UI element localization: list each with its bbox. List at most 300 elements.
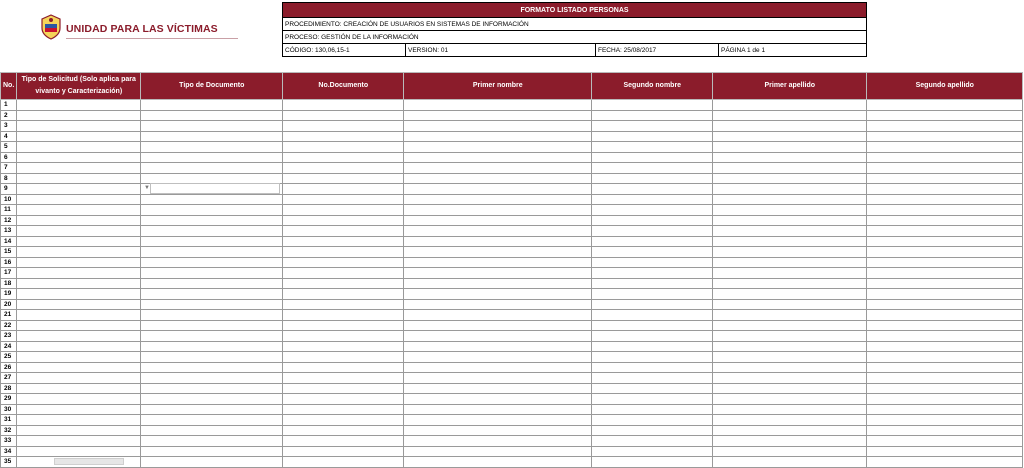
grid-cell[interactable] <box>141 194 283 205</box>
grid-cell[interactable] <box>713 373 867 384</box>
table-row <box>1 383 1023 394</box>
grid-cell[interactable] <box>283 320 404 331</box>
grid-cell[interactable] <box>17 373 141 384</box>
grid-cell[interactable] <box>713 194 867 205</box>
grid-cell[interactable] <box>713 173 867 184</box>
grid-cell[interactable] <box>713 268 867 279</box>
document-header <box>282 2 867 57</box>
grid-cell[interactable] <box>867 184 1023 195</box>
grid-cell[interactable] <box>17 184 141 195</box>
grid-cell[interactable] <box>404 152 592 163</box>
table-row <box>1 121 1023 132</box>
grid-cell[interactable] <box>713 100 867 111</box>
grid-cell[interactable] <box>17 362 141 373</box>
grid-cell[interactable] <box>867 142 1023 153</box>
grid-cell[interactable] <box>141 383 283 394</box>
grid-cell[interactable] <box>713 131 867 142</box>
table-row <box>1 341 1023 352</box>
grid-cell[interactable] <box>713 215 867 226</box>
grid-cell[interactable] <box>592 121 713 132</box>
row-number: 33 <box>1 436 17 447</box>
grid-cell[interactable] <box>592 205 713 216</box>
grid-cell[interactable] <box>141 163 283 174</box>
grid-cell[interactable] <box>283 194 404 205</box>
grid-cell[interactable] <box>141 152 283 163</box>
grid-cell[interactable] <box>404 226 592 237</box>
row-number: 18 <box>1 278 17 289</box>
grid-cell[interactable] <box>867 373 1023 384</box>
grid-cell[interactable] <box>592 457 713 468</box>
grid-cell[interactable] <box>17 268 141 279</box>
grid-cell[interactable] <box>592 184 713 195</box>
grid-cell[interactable] <box>592 373 713 384</box>
grid-cell[interactable] <box>404 415 592 426</box>
grid-cell[interactable] <box>141 394 283 405</box>
grid-cell[interactable] <box>404 268 592 279</box>
grid-cell[interactable] <box>713 404 867 415</box>
grid-cell[interactable] <box>867 247 1023 258</box>
table-row <box>1 373 1023 384</box>
grid-cell[interactable] <box>867 446 1023 457</box>
grid-cell[interactable] <box>713 121 867 132</box>
grid-cell[interactable] <box>17 383 141 394</box>
grid-cell[interactable] <box>404 142 592 153</box>
grid-cell[interactable] <box>283 184 404 195</box>
table-row <box>1 425 1023 436</box>
grid-cell[interactable] <box>283 341 404 352</box>
persons-grid <box>0 72 1023 468</box>
grid-cell[interactable] <box>592 310 713 321</box>
grid-cell[interactable] <box>867 299 1023 310</box>
grid-cell[interactable] <box>867 100 1023 111</box>
row-number: 31 <box>1 415 17 426</box>
grid-cell[interactable] <box>404 341 592 352</box>
grid-cell[interactable] <box>867 341 1023 352</box>
grid-cell[interactable] <box>713 425 867 436</box>
grid-cell[interactable] <box>17 100 141 111</box>
dropdown-arrow-icon[interactable]: ▼ <box>144 185 150 191</box>
grid-cell[interactable] <box>713 205 867 216</box>
grid-cell[interactable] <box>141 373 283 384</box>
grid-cell[interactable] <box>404 362 592 373</box>
grid-cell[interactable] <box>867 278 1023 289</box>
col-header-document-type[interactable]: Tipo de Documento <box>141 73 283 100</box>
grid-cell[interactable] <box>141 425 283 436</box>
grid-cell[interactable] <box>283 173 404 184</box>
grid-cell[interactable] <box>867 236 1023 247</box>
grid-cell[interactable] <box>592 268 713 279</box>
grid-cell[interactable] <box>17 352 141 363</box>
grid-cell[interactable] <box>283 268 404 279</box>
grid-cell[interactable] <box>404 215 592 226</box>
grid-cell[interactable] <box>592 100 713 111</box>
grid-cell[interactable] <box>141 457 283 468</box>
table-row <box>1 394 1023 405</box>
grid-cell[interactable] <box>404 257 592 268</box>
grid-cell[interactable] <box>867 268 1023 279</box>
grid-cell[interactable] <box>283 215 404 226</box>
grid-cell[interactable] <box>867 173 1023 184</box>
grid-cell[interactable] <box>17 278 141 289</box>
grid-cell[interactable] <box>867 436 1023 447</box>
grid-cell[interactable] <box>404 320 592 331</box>
grid-cell[interactable] <box>141 110 283 121</box>
grid-cell[interactable] <box>283 446 404 457</box>
row-number: 32 <box>1 425 17 436</box>
grid-cell[interactable] <box>17 194 141 205</box>
grid-cell[interactable] <box>713 236 867 247</box>
table-row <box>1 436 1023 447</box>
row-number: 10 <box>1 194 17 205</box>
grid-cell[interactable] <box>283 205 404 216</box>
row-number: 29 <box>1 394 17 405</box>
grid-cell[interactable] <box>867 152 1023 163</box>
table-row <box>1 131 1023 142</box>
grid-cell[interactable] <box>713 415 867 426</box>
grid-cell[interactable] <box>713 457 867 468</box>
grid-cell[interactable] <box>141 236 283 247</box>
grid-cell[interactable] <box>592 226 713 237</box>
grid-cell[interactable] <box>713 110 867 121</box>
grid-cell[interactable] <box>867 320 1023 331</box>
sheet-tab[interactable] <box>54 458 124 465</box>
grid-cell[interactable] <box>17 236 141 247</box>
grid-cell[interactable] <box>404 383 592 394</box>
col-header-first-surname[interactable]: Primer apellido <box>713 73 867 100</box>
grid-cell[interactable] <box>404 100 592 111</box>
grid-cell[interactable] <box>283 163 404 174</box>
col-header-document-number[interactable]: No.Documento <box>283 73 404 100</box>
grid-cell[interactable] <box>867 383 1023 394</box>
grid-cell[interactable] <box>592 152 713 163</box>
grid-cell[interactable] <box>141 100 283 111</box>
grid-cell[interactable] <box>17 173 141 184</box>
grid-cell[interactable] <box>141 205 283 216</box>
grid-cell[interactable] <box>141 415 283 426</box>
row-number: 5 <box>1 142 17 153</box>
grid-cell[interactable] <box>141 289 283 300</box>
grid-cell[interactable] <box>713 320 867 331</box>
grid-cell[interactable] <box>592 383 713 394</box>
grid-cell[interactable] <box>713 436 867 447</box>
grid-cell[interactable] <box>283 100 404 111</box>
grid-cell[interactable] <box>592 194 713 205</box>
code-label: CÓDIGO: 130,06,15-1 <box>283 44 406 57</box>
grid-cell[interactable] <box>592 289 713 300</box>
row-number: 13 <box>1 226 17 237</box>
grid-cell[interactable] <box>17 310 141 321</box>
grid-cell[interactable] <box>404 163 592 174</box>
grid-cell[interactable] <box>713 184 867 195</box>
grid-cell[interactable] <box>592 142 713 153</box>
grid-cell[interactable] <box>283 257 404 268</box>
grid-cell[interactable] <box>17 415 141 426</box>
grid-cell[interactable] <box>592 394 713 405</box>
row-number: 21 <box>1 310 17 321</box>
grid-cell[interactable] <box>867 163 1023 174</box>
grid-cell[interactable] <box>867 415 1023 426</box>
row-number: 24 <box>1 341 17 352</box>
grid-cell[interactable] <box>283 362 404 373</box>
grid-cell[interactable] <box>404 446 592 457</box>
grid-cell[interactable] <box>867 352 1023 363</box>
row-number: 11 <box>1 205 17 216</box>
grid-cell[interactable] <box>404 278 592 289</box>
grid-cell[interactable] <box>404 394 592 405</box>
grid-cell[interactable] <box>141 352 283 363</box>
row-number: 2 <box>1 110 17 121</box>
grid-cell[interactable] <box>592 131 713 142</box>
grid-cell[interactable] <box>17 163 141 174</box>
grid-cell[interactable] <box>283 352 404 363</box>
grid-cell[interactable] <box>141 215 283 226</box>
grid-cell[interactable] <box>141 247 283 258</box>
grid-cell[interactable] <box>713 331 867 342</box>
grid-cell[interactable] <box>283 299 404 310</box>
grid-cell[interactable] <box>592 236 713 247</box>
grid-cell[interactable] <box>141 268 283 279</box>
row-number: 35 <box>1 457 17 468</box>
grid-cell[interactable] <box>713 142 867 153</box>
grid-cell[interactable] <box>283 278 404 289</box>
grid-cell[interactable] <box>283 131 404 142</box>
row-number: 16 <box>1 257 17 268</box>
grid-cell[interactable] <box>283 394 404 405</box>
grid-cell[interactable] <box>283 247 404 258</box>
grid-cell[interactable] <box>592 247 713 258</box>
grid-cell[interactable] <box>283 236 404 247</box>
grid-cell[interactable] <box>713 278 867 289</box>
grid-cell[interactable] <box>592 163 713 174</box>
grid-cell[interactable] <box>713 446 867 457</box>
grid-cell[interactable] <box>713 257 867 268</box>
grid-cell[interactable] <box>141 446 283 457</box>
grid-cell[interactable] <box>592 415 713 426</box>
grid-cell[interactable] <box>404 205 592 216</box>
grid-cell[interactable] <box>283 142 404 153</box>
grid-cell[interactable] <box>17 110 141 121</box>
grid-cell[interactable] <box>713 310 867 321</box>
grid-cell[interactable] <box>404 247 592 258</box>
grid-cell[interactable] <box>592 341 713 352</box>
grid-cell[interactable] <box>592 436 713 447</box>
grid-cell[interactable] <box>283 331 404 342</box>
grid-cell[interactable] <box>867 131 1023 142</box>
table-row <box>1 352 1023 363</box>
table-row <box>1 205 1023 216</box>
colombia-seal-icon <box>40 14 62 40</box>
table-row <box>1 142 1023 153</box>
grid-cell[interactable] <box>592 299 713 310</box>
grid-cell[interactable] <box>17 257 141 268</box>
grid-cell[interactable] <box>404 173 592 184</box>
row-number: 34 <box>1 446 17 457</box>
grid-cell[interactable] <box>283 425 404 436</box>
version-label: VERSION: 01 <box>406 44 596 57</box>
grid-cell[interactable] <box>17 394 141 405</box>
col-header-second-surname[interactable]: Segundo apellido <box>867 73 1023 100</box>
grid-cell[interactable] <box>867 457 1023 468</box>
row-number: 23 <box>1 331 17 342</box>
table-row <box>1 163 1023 174</box>
grid-cell[interactable] <box>404 236 592 247</box>
grid-cell[interactable] <box>592 404 713 415</box>
grid-cell[interactable] <box>867 394 1023 405</box>
grid-cell[interactable] <box>141 173 283 184</box>
col-header-first-name[interactable]: Primer nombre <box>404 73 592 100</box>
table-row <box>1 173 1023 184</box>
grid-cell[interactable] <box>141 320 283 331</box>
grid-cell[interactable] <box>404 352 592 363</box>
grid-cell[interactable] <box>283 152 404 163</box>
grid-cell[interactable] <box>141 121 283 132</box>
grid-cell[interactable] <box>713 289 867 300</box>
grid-cell[interactable] <box>713 247 867 258</box>
row-number: 15 <box>1 247 17 258</box>
logo-text: UNIDAD PARA LAS VÍCTIMAS <box>66 23 218 35</box>
grid-cell[interactable] <box>17 247 141 258</box>
grid-cell[interactable] <box>404 289 592 300</box>
grid-cell[interactable] <box>592 110 713 121</box>
grid-cell[interactable] <box>867 110 1023 121</box>
grid-cell[interactable] <box>283 289 404 300</box>
grid-cell[interactable] <box>592 215 713 226</box>
grid-cell[interactable] <box>592 446 713 457</box>
col-header-second-name[interactable]: Segundo nombre <box>592 73 713 100</box>
grid-cell[interactable] <box>592 173 713 184</box>
process-label: PROCESO: GESTIÓN DE LA INFORMACIÓN <box>283 31 867 44</box>
grid-cell[interactable] <box>404 194 592 205</box>
grid-cell[interactable] <box>404 457 592 468</box>
col-header-request-type[interactable]: Tipo de Solicitud (Solo aplica para vivanto y Caracterización) <box>17 73 141 100</box>
grid-cell[interactable] <box>592 257 713 268</box>
grid-cell[interactable] <box>141 404 283 415</box>
row-number: 8 <box>1 173 17 184</box>
grid-cell[interactable] <box>141 131 283 142</box>
grid-cell[interactable] <box>17 331 141 342</box>
grid-cell[interactable] <box>592 352 713 363</box>
row-number: 1 <box>1 100 17 111</box>
grid-cell[interactable] <box>141 362 283 373</box>
grid-header-row <box>1 73 1023 100</box>
grid-cell[interactable] <box>404 425 592 436</box>
grid-cell[interactable] <box>404 131 592 142</box>
grid-cell[interactable] <box>283 373 404 384</box>
grid-cell[interactable] <box>867 425 1023 436</box>
grid-cell[interactable] <box>283 415 404 426</box>
grid-cell[interactable] <box>283 457 404 468</box>
grid-cell[interactable] <box>592 362 713 373</box>
grid-cell[interactable] <box>17 142 141 153</box>
grid-cell[interactable] <box>17 131 141 142</box>
grid-cell[interactable] <box>713 152 867 163</box>
grid-cell[interactable] <box>867 289 1023 300</box>
grid-cell[interactable] <box>713 299 867 310</box>
grid-cell[interactable] <box>17 215 141 226</box>
grid-cell[interactable] <box>283 121 404 132</box>
grid-cell[interactable] <box>17 299 141 310</box>
grid-cell[interactable] <box>867 257 1023 268</box>
table-row <box>1 100 1023 111</box>
grid-cell[interactable] <box>867 310 1023 321</box>
grid-cell[interactable] <box>404 184 592 195</box>
grid-cell[interactable] <box>867 362 1023 373</box>
grid-cell[interactable] <box>867 404 1023 415</box>
grid-cell[interactable] <box>17 152 141 163</box>
grid-cell[interactable] <box>867 205 1023 216</box>
col-header-no[interactable]: No. <box>1 73 17 100</box>
grid-cell[interactable] <box>713 362 867 373</box>
grid-cell[interactable] <box>713 383 867 394</box>
grid-cell[interactable] <box>283 383 404 394</box>
row-number: 20 <box>1 299 17 310</box>
grid-cell[interactable] <box>283 436 404 447</box>
grid-cell[interactable] <box>141 142 283 153</box>
grid-cell[interactable] <box>592 320 713 331</box>
grid-cell[interactable] <box>141 436 283 447</box>
grid-cell[interactable] <box>404 121 592 132</box>
form-title: FORMATO LISTADO PERSONAS <box>283 3 867 18</box>
grid-cell[interactable] <box>17 205 141 216</box>
grid-cell[interactable] <box>713 394 867 405</box>
grid-cell[interactable] <box>17 425 141 436</box>
grid-cell[interactable] <box>283 226 404 237</box>
grid-cell[interactable] <box>404 110 592 121</box>
grid-cell[interactable] <box>867 194 1023 205</box>
grid-cell[interactable] <box>141 341 283 352</box>
grid-cell[interactable] <box>867 226 1023 237</box>
grid-cell[interactable] <box>17 289 141 300</box>
grid-cell[interactable] <box>713 341 867 352</box>
grid-cell[interactable] <box>404 331 592 342</box>
grid-cell[interactable] <box>867 331 1023 342</box>
grid-cell[interactable] <box>404 436 592 447</box>
row-number: 6 <box>1 152 17 163</box>
grid-cell[interactable] <box>404 404 592 415</box>
grid-cell[interactable] <box>17 320 141 331</box>
grid-cell[interactable] <box>592 331 713 342</box>
grid-cell[interactable] <box>141 310 283 321</box>
grid-cell[interactable] <box>17 446 141 457</box>
grid-cell[interactable] <box>141 226 283 237</box>
grid-cell[interactable] <box>592 425 713 436</box>
grid-cell[interactable] <box>404 373 592 384</box>
grid-cell[interactable] <box>17 121 141 132</box>
grid-cell[interactable] <box>867 215 1023 226</box>
grid-cell[interactable] <box>713 226 867 237</box>
grid-cell[interactable] <box>713 163 867 174</box>
grid-cell[interactable] <box>404 310 592 321</box>
grid-cell[interactable] <box>283 310 404 321</box>
grid-cell[interactable] <box>141 278 283 289</box>
grid-cell[interactable] <box>141 331 283 342</box>
grid-cell[interactable] <box>283 110 404 121</box>
grid-cell[interactable] <box>17 341 141 352</box>
grid-cell[interactable] <box>867 121 1023 132</box>
document-type-dropdown[interactable] <box>150 183 280 194</box>
grid-cell[interactable] <box>592 278 713 289</box>
grid-cell[interactable] <box>17 436 141 447</box>
table-row <box>1 215 1023 226</box>
grid-cell[interactable] <box>141 257 283 268</box>
grid-cell[interactable] <box>404 299 592 310</box>
grid-cell[interactable] <box>283 404 404 415</box>
grid-cell[interactable] <box>17 226 141 237</box>
grid-cell[interactable] <box>17 404 141 415</box>
grid-cell[interactable] <box>141 299 283 310</box>
grid-cell[interactable] <box>713 352 867 363</box>
row-number: 3 <box>1 121 17 132</box>
